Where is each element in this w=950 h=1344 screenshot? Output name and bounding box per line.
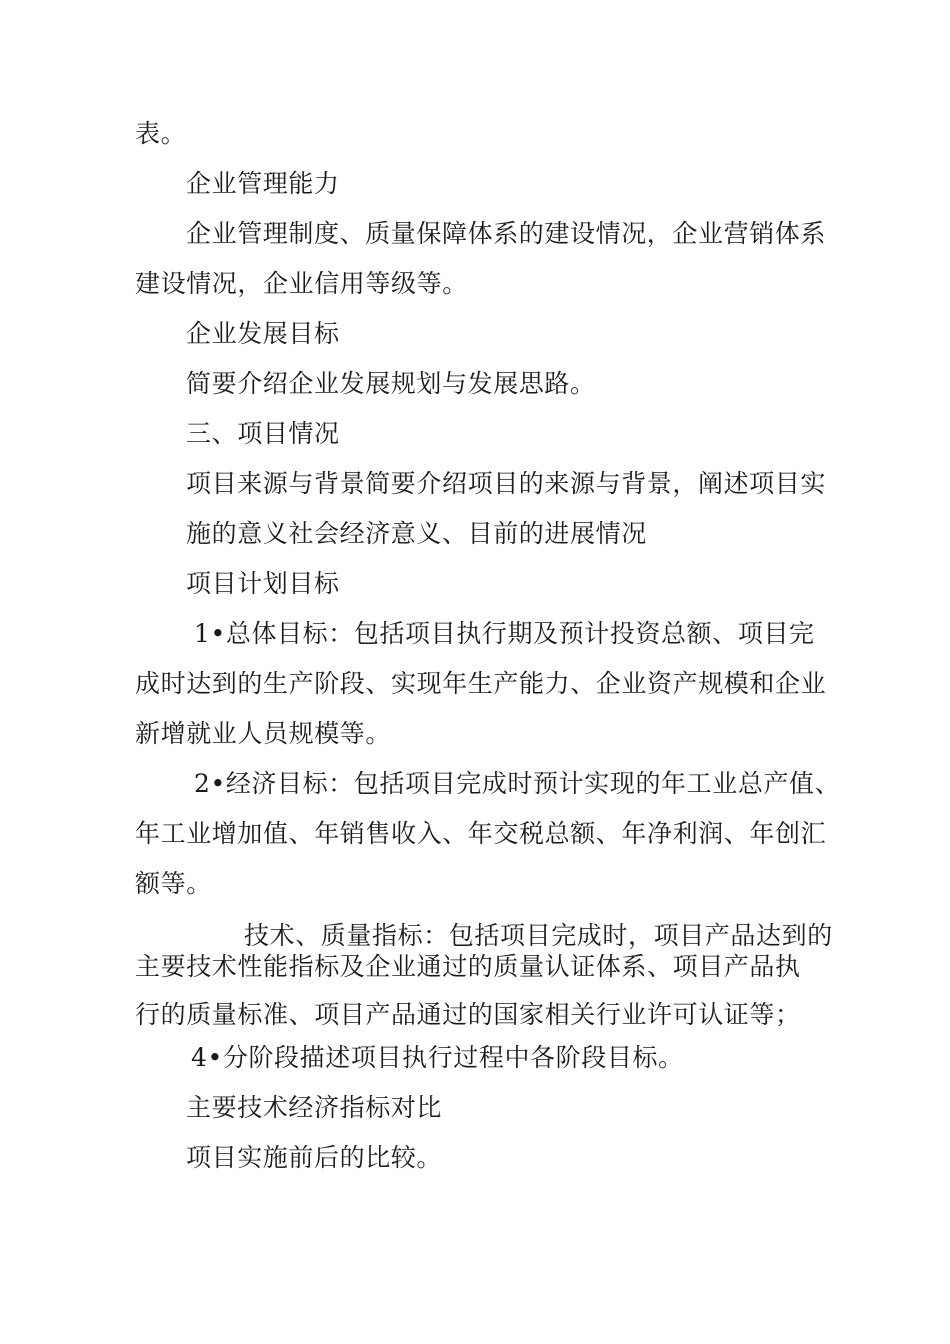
section-heading-project: 三、项目情况 (186, 419, 340, 448)
list-item-4: 4•分阶段描述项目执行过程中各阶段目标。 (191, 1043, 684, 1072)
text-line: 新增就业人员规模等。 (135, 719, 392, 748)
list-item-1: 1•总体目标：包括项目执行期及预计投资总额、项目完 (194, 619, 815, 648)
text-line: 简要介绍企业发展规划与发展思路。 (186, 369, 596, 398)
section-heading-indicators: 主要技术经济指标对比 (186, 1093, 443, 1122)
text-line: 主要技术性能指标及企业通过的质量认证体系、项目产品执 (135, 952, 801, 981)
text-line: 行的质量标准、项目产品通过的国家相关行业许可认证等； (135, 1000, 801, 1029)
list-item-2: 2•经济目标：包括项目完成时预计实现的年工业总产值、 (194, 769, 841, 798)
text-line: 项目来源与背景简要介绍项目的来源与背景，阐述项目实 (186, 469, 827, 498)
list-item-3: 技术、质量指标：包括项目完成时，项目产品达到的 (244, 921, 833, 950)
text-line: 施的意义社会经济意义、目前的进展情况 (186, 519, 647, 548)
section-heading-plan: 项目计划目标 (186, 569, 340, 598)
text-line-continuation: 表。 (135, 119, 187, 148)
text-line: 企业管理制度、质量保障体系的建设情况，企业营销体系 (186, 219, 827, 248)
section-heading-goals: 企业发展目标 (186, 319, 340, 348)
text-line: 项目实施前后的比较。 (186, 1143, 443, 1172)
section-heading-management: 企业管理能力 (186, 169, 340, 198)
text-line: 额等。 (135, 869, 212, 898)
text-line: 建设情况，企业信用等级等。 (135, 269, 468, 298)
text-line: 年工业增加值、年销售收入、年交税总额、年净利润、年创汇 (135, 819, 827, 848)
text-line: 成时达到的生产阶段、实现年生产能力、企业资产规模和企业 (135, 669, 827, 698)
